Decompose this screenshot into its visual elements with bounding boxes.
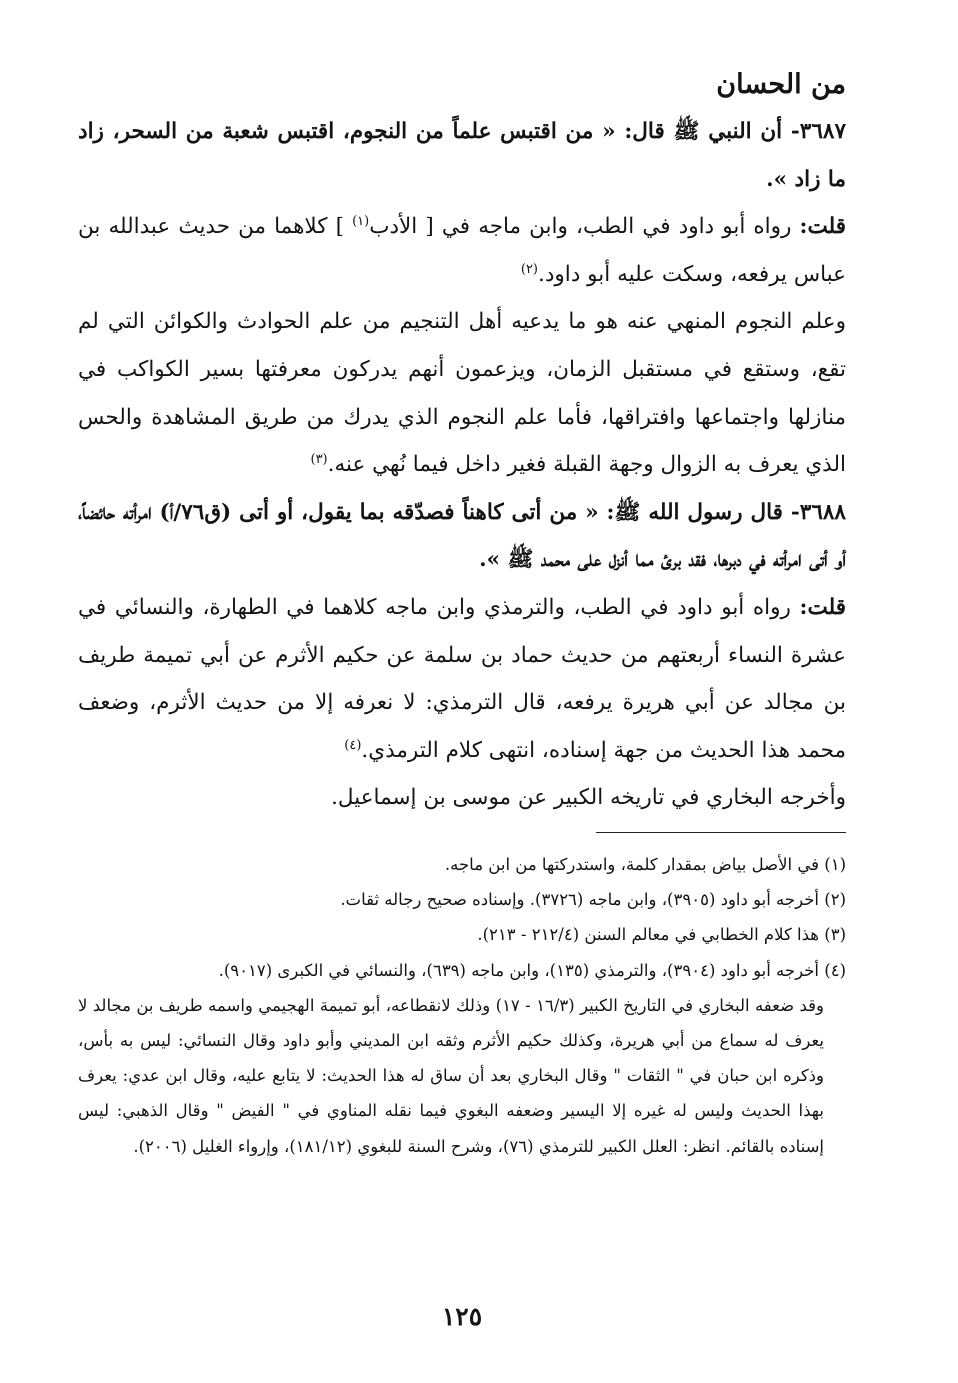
hadith-text: « من أتى كاهناً فصدّقه بما يقول، أو أتى (ق٧٦/أ) امرأته حائضاً، أو أتى امرأته في دبرها، فقد برئ مما أنزل على محمد ﷺ ». bbox=[78, 499, 846, 573]
hadith-3688 bbox=[78, 489, 846, 584]
commentary-text: رواه أبو داود في الطب، وابن ماجه في [ الأدب bbox=[369, 214, 792, 240]
footnotes bbox=[78, 847, 846, 1164]
main-text bbox=[78, 108, 846, 822]
footnote-3: (٣) هذا كلام الخطابي في معالم السنن (٢١٢/٤ - ٢١٣). bbox=[477, 925, 846, 945]
footnote-4: (٤) أخرجه أبو داود (٣٩٠٤)، والترمذي (١٣٥)، وابن ماجه (٦٣٩)، والنسائي في الكبرى (٩٠١٧). bbox=[218, 960, 846, 980]
footnote-ref-4: (٤) bbox=[344, 737, 362, 753]
commentary-3688 bbox=[78, 584, 846, 774]
footnote-ref-2: (٢) bbox=[520, 261, 538, 277]
paragraph-nujum bbox=[78, 298, 846, 488]
commentary-text: ] كلاهما من حديث عبدالله بن عباس يرفعه، وسكت عليه أبو داود. bbox=[78, 214, 846, 287]
hadith-intro: قال رسول الله ﷺ: bbox=[606, 499, 783, 525]
hadith-text: « من اقتبس علماً من النجوم، اقتبس شعبة من السحر، زاد ما زاد ». bbox=[78, 119, 846, 192]
commentary-lead: قلت: bbox=[799, 594, 846, 620]
hadith-intro: أن النبي ﷺ قال: bbox=[624, 119, 783, 144]
page-number: ١٢٥ bbox=[441, 1302, 483, 1331]
hadith-3687 bbox=[78, 108, 846, 203]
commentary-lead: قلت: bbox=[799, 214, 846, 240]
hadith-number: ٣٦٨٧- bbox=[790, 119, 846, 144]
footnote-divider bbox=[596, 832, 846, 833]
footnote-ref-3: (٣) bbox=[310, 452, 328, 468]
footnote-4-continuation: وقد ضعفه البخاري في التاريخ الكبير (١٦/٣ - ١٧) وذلك لانقطاعه، أبو تميمة الهجيمي واسمه طريف بن مجالد لا يعرف له سماع من أبي هريرة، وكذلك حكيم الأثرم وثقه ابن المديني وأبو داود وقال النسائي: ليس به بأس، وذكره ابن حبان في " الثقات " وقال البخاري بعد أن ساق له هذا الحديث: لا يتابع عليه، وقال ابن عدي: يعرف بهذا الحديث وليس له غيره إلا اليسير وضعفه البغوي فيما نقله المناوي في " الفيض " وقال الذهبي: ليس إسناده بالقائم. انظر: العلل الكبير للترمذي (٧٦)، وشرح السنة للبغوي (١٨١/١٢)، وإرواء الغليل (٢٠٠٦). bbox=[78, 995, 824, 1156]
commentary-text: رواه أبو داود في الطب، والترمذي وابن ماجه كلاهما في الطهارة، والنسائي في عشرة النساء أربعتهم من حديث حماد بن سلمة عن حكيم الأثرم عن أبي تميمة طريف بن مجالد عن أبي هريرة يرفعه، قال الترمذي: لا نعرفه إلا من حديث الأثرم، وضعف محمد هذا الحديث من جهة إسناده، انتهى كلام الترمذي. bbox=[78, 594, 846, 763]
book-page bbox=[78, 62, 846, 1383]
paragraph-bukhari: وأخرجه البخاري في تاريخه الكبير عن موسى بن إسماعيل. bbox=[331, 785, 846, 811]
paragraph-text: وعلم النجوم المنهي عنه هو ما يدعيه أهل التنجيم من علم الحوادث والكوائن التي لم تقع، وستقع في مستقبل الزمان، ويزعمون أنهم يدركون معرفتها بسير الكواكب في منازلها واجتماعها وافتراقها، فأما علم النجوم الذي يدرك من طريق المشاهدة والحس الذي يعرف به الزوال وجهة القبلة فغير داخل فيما نُهي عنه. bbox=[78, 309, 846, 478]
running-head: من الحسان bbox=[716, 69, 846, 100]
footnote-2: (٢) أخرجه أبو داود (٣٩٠٥)، وابن ماجه (٣٧٢٦). وإسناده صحيح رجاله ثقات. bbox=[340, 890, 846, 910]
hadith-number: ٣٦٨٨- bbox=[790, 499, 846, 525]
footnote-1: (١) في الأصل بياض بمقدار كلمة، واستدركتها من ابن ماجه. bbox=[444, 855, 846, 874]
footnote-ref-1: (١) bbox=[352, 214, 370, 230]
commentary-3687 bbox=[78, 203, 846, 298]
